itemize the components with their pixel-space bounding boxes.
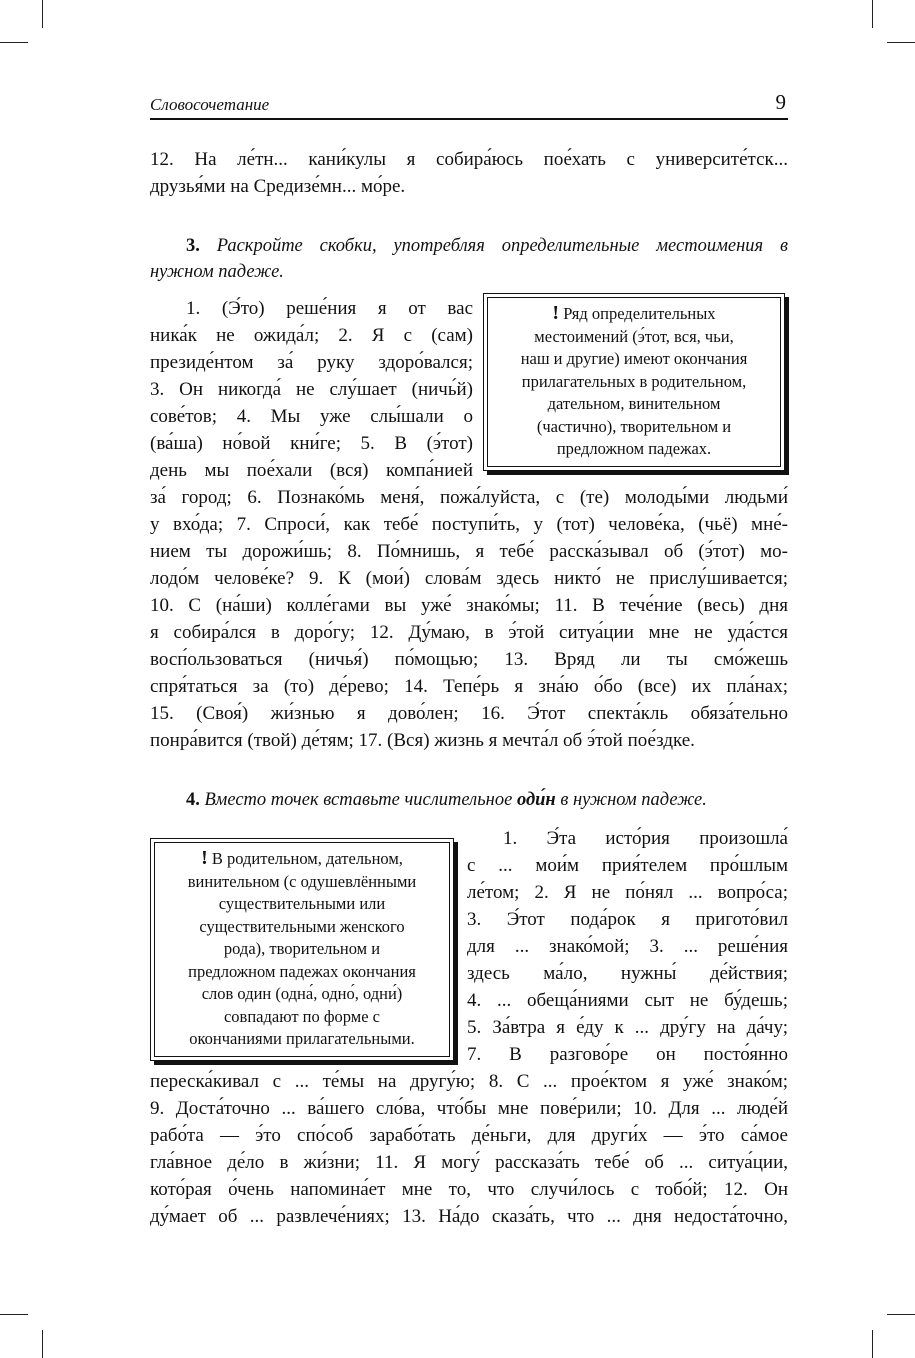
text-line: гла́вное де́ло в жи́зни; 11. Я могу́ рассказа́ть тебе́ об ... ситуа́ции,: [150, 1152, 788, 1173]
text-line: переска́кивал с ... те́мы на другу́ю; 8. С ... прое́ктом я уже́ знако́м;: [150, 1071, 788, 1092]
text-line: сове́тов; 4. Мы уже слы́шали о: [150, 406, 473, 427]
text-line: ника́к не ожида́л; 2. Я с (сам): [150, 325, 473, 346]
task3-left-column: [150, 295, 473, 484]
note-line: предложном падежах окончания: [188, 961, 416, 981]
crop-mark: [872, 0, 873, 28]
text-line: рабо́та — э́то спо́соб зарабо́тать де́ньги, для други́х — э́то са́мое: [150, 1125, 788, 1146]
crop-mark: [887, 42, 915, 43]
note-line: (частично), творительном и: [536, 416, 732, 436]
exclamation-icon: !: [552, 302, 560, 324]
crop-mark: [872, 1330, 873, 1358]
note-line: наш и другие) имеют окончания: [520, 349, 748, 368]
task4-right-column: [467, 825, 788, 1068]
intro-paragraph: [150, 146, 788, 200]
task3-note-box: [483, 293, 785, 471]
crop-mark: [0, 1314, 28, 1315]
task3-heading: [150, 233, 788, 285]
text-line: понра́вится (твой) де́тям; 17. (Вся) жизнь я мечта́л об э́той пое́здке.: [150, 730, 695, 751]
text-line: за́ город; 6. Познако́мь меня́, пожа́луйста, с (те) молоды́ми людьми́: [150, 487, 788, 508]
text-line: (ва́ша) но́вой кни́ге; 5. В (э́тот): [150, 433, 473, 454]
text-line: нием ты дорожи́шь; 8. По́мнишь, я тебе́ расска́зывал об (э́тот) мо-: [150, 541, 788, 562]
text-line: президе́нтом за́ руку здоро́вался;: [150, 352, 473, 373]
crop-mark: [42, 1330, 43, 1358]
text-line: 4. ... обеща́ниями сыт не бу́дешь;: [467, 990, 788, 1011]
task3-paragraph: [150, 484, 788, 754]
note-line: совпадают по форме с: [223, 1006, 381, 1026]
text-line: 5. За́втра я е́ду к ... дру́гу на да́чу;: [467, 1017, 788, 1038]
note-line: существительными или: [218, 894, 386, 913]
task4-paragraph: [150, 1068, 788, 1230]
note-line: Ряд определительных: [563, 304, 716, 323]
crop-mark: [887, 1314, 915, 1315]
page-header: [150, 92, 788, 120]
task4-number: 4.: [186, 790, 200, 810]
note-line: В родительном, дательном,: [211, 849, 403, 868]
task4-heading: [150, 787, 788, 813]
text-line: друзья́ми на Средизе́мн... мо́ре.: [150, 176, 406, 197]
text-line: ду́мает об ... развлече́ниях; 13. На́до сказа́ть, что ... дня недоста́точно,: [150, 1206, 788, 1227]
text-line: ле́том; 2. Я не по́нял ... вопро́са;: [467, 882, 788, 903]
note-line: винительном (с одушевлёнными: [187, 871, 417, 891]
text-line: лодо́м челове́ке? 9. К (мои́) слова́м здесь никто́ не прислу́шивается;: [150, 568, 788, 589]
exclamation-icon: !: [201, 847, 208, 869]
text-line: у вхо́да; 7. Спроси́, как тебе́ поступи́ть, у (тот) челове́ка, (чьё) мне́-: [150, 514, 788, 535]
text-line: спря́таться за (то) де́рево; 14. Тепе́рь я зна́ю о́бо (все) их пла́нах;: [150, 676, 788, 697]
text-line: 7. В разгово́ре он посто́янно: [467, 1044, 788, 1065]
text-line: 10. С (на́ши) колле́гами вы уже́ знако́мы; 11. В тече́ние (весь) дня: [150, 595, 788, 616]
task3-number: 3.: [186, 236, 200, 256]
text-line: 12. На ле́тн... кани́кулы я собира́юсь пое́хать с университе́тск...: [150, 149, 788, 170]
text-line: 1. (Э́то) реше́ния я от вас: [186, 298, 473, 319]
task4-keyword: оди́н: [516, 790, 556, 810]
text-line: восп́ользоваться (ничья́) по́мощью; 13. Вряд ли ты смо́жешь: [150, 649, 788, 670]
task3-instruction: нужном падеже.: [150, 262, 284, 282]
note-line: предложном падежах.: [556, 439, 712, 458]
note-line: слов один (одна́, одно́, одни́): [201, 984, 403, 1003]
text-line: для ... знако́мой; 3. ... реше́ния: [467, 936, 788, 957]
text-line: кото́рая о́чень напомина́ет мне то, что случи́лось с тобо́й; 12. Он: [150, 1179, 788, 1200]
page-number: 9: [775, 90, 786, 114]
text-line: с ... мои́м прия́телем про́шлым: [467, 855, 788, 876]
task4-instruction: Вместо точек вставьте числительное: [204, 790, 517, 810]
note-line: окончаниями прилагательными.: [189, 1029, 415, 1048]
note-line: местоимений (э́тот, вся, чьи,: [534, 326, 734, 346]
text-line: 3. Он никогда́ не слу́шает (ничь́й): [150, 379, 473, 400]
task3-instruction: Раскройте скобки, употребляя определительные местоимения в: [216, 236, 788, 256]
note-line: дательном, винительном: [547, 394, 721, 413]
task4-note-box: [150, 838, 454, 1061]
text-line: 1. Э́та исто́рия произошла́: [503, 828, 788, 849]
text-line: 15. (Своя́) жи́знью я дово́лен; 16. Э́тот спекта́кль обяза́тельно: [150, 703, 788, 724]
crop-mark: [0, 42, 28, 43]
note-line: существительными женского: [199, 916, 405, 936]
text-line: 9. Доста́точно ... ва́шего сло́ва, что́бы мне пове́рили; 10. Для ... люде́й: [150, 1098, 788, 1119]
text-line: я собира́лся в доро́гу; 12. Ду́маю, в э́той ситуа́ции мне не уда́стся: [150, 622, 788, 643]
text-line: 3. Э́тот пода́рок я пригото́вил: [467, 909, 788, 930]
note-line: рода), творительном и: [223, 939, 381, 958]
note-line: прилагательных в родительном,: [521, 371, 747, 391]
crop-mark: [42, 0, 43, 28]
text-line: день мы пое́хали (вся) компа́нией: [150, 460, 473, 481]
text-line: здесь ма́ло, нужны́ де́йствия;: [467, 963, 788, 984]
running-title: Словосочетание: [150, 95, 270, 114]
task4-instruction-end: в нужном падеже.: [555, 790, 707, 810]
